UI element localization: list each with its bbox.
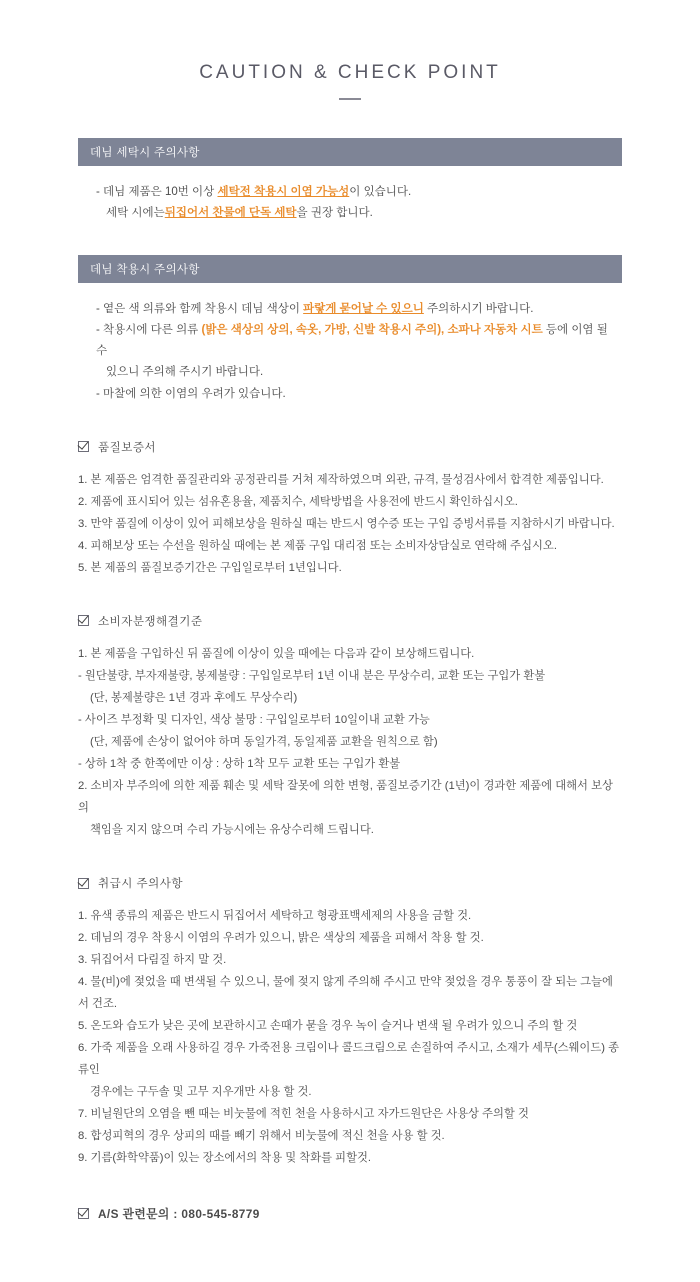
as-contact-row [78, 1205, 622, 1222]
list-item-text: 3. 만약 품질에 이상이 있어 피해보상을 원하실 때는 반드시 영수증 또는 구입 증빙서류를 지참하시기 바랍니다. [78, 517, 615, 530]
bullet-text-suffix: 등에 이염 될 수 [96, 323, 608, 358]
list-item [78, 665, 622, 687]
list-item-text: 8. 합성피혁의 경우 상피의 때를 빼기 위해서 비눗물에 적신 천을 사용 할 것. [78, 1130, 445, 1143]
bottom-spacer [78, 1222, 622, 1282]
block-heading-label: 취급시 주의사항 [98, 878, 183, 891]
bullet-emphasis: 뒤집어서 찬물에 단독 세탁 [164, 207, 297, 220]
bullet-text-suffix: 주의하시기 바랍니다. [423, 302, 534, 315]
block-body-handling-caution [78, 905, 622, 1169]
list-item-text: 1. 본 제품은 엄격한 품질관리와 공정관리를 거쳐 제작하였으며 외관, 규격, 물성검사에서 합격한 제품입니다. [78, 473, 604, 486]
list-item-text: 4. 피해보상 또는 수선을 원하실 때에는 본 제품 구입 대리점 또는 소비자상담실로 연락해 주십시오. [78, 539, 557, 552]
bullet-line [96, 182, 622, 203]
list-item-text: - 상하 1착 중 한쪽에만 이상 : 상하 1착 모두 교환 또는 구입가 환불 [78, 758, 401, 771]
list-item-text: 6. 가죽 제품을 오래 사용하길 경우 가죽전용 크림이나 콜드크림으로 손질하여 주시고, 소재가 세무(스웨이드) 종류인 [78, 1042, 620, 1077]
list-item-text: 5. 본 제품의 품질보증기간은 구입일로부터 1년입니다. [78, 561, 342, 574]
bullet-emphasis: 파랗게 묻어날 수 있으니 [303, 302, 424, 315]
list-item [78, 1125, 622, 1147]
list-item-text: - 사이즈 부정확 및 디자인, 색상 불망 : 구입일로부터 10일이내 교환 가능 [78, 713, 430, 726]
list-item-text: 경우에는 구두솔 및 고무 지우개만 사용 할 것. [90, 1086, 312, 1099]
block-body-quality-warranty [78, 469, 622, 579]
list-item [78, 971, 622, 1015]
list-item [78, 1081, 622, 1103]
list-item [78, 491, 622, 513]
list-item-text: (단, 봉제불량은 1년 경과 후에도 무상수리) [90, 691, 298, 704]
list-item-text: 3. 뒤집어서 다림질 하지 말 것. [78, 954, 227, 967]
list-item [78, 469, 622, 491]
section-body-washing [78, 182, 622, 225]
bullet-text-suffix: 을 권장 합니다. [296, 207, 373, 220]
list-item-text: (단, 제품에 손상이 없어야 하며 동일가격, 동일제품 교환을 원칙으로 함) [90, 736, 438, 748]
list-item [78, 535, 622, 557]
block-body-dispute-resolution [78, 643, 622, 841]
list-item [78, 1037, 622, 1081]
bullet-line [96, 203, 622, 224]
bullet-emphasis: 세탁전 착용시 이염 가능성 [217, 186, 350, 198]
section-header-wearing: 데님 착용시 주의사항 [78, 255, 622, 283]
list-item [78, 1015, 622, 1037]
list-item [78, 643, 622, 665]
block-heading-handling-caution [78, 875, 622, 891]
bullet-text-prefix: 세탁 시에는 [106, 207, 165, 220]
bullet-text-prefix: - 데님 제품은 10번 이상 [96, 186, 218, 198]
block-heading-quality-warranty [78, 439, 622, 455]
list-item [78, 1103, 622, 1125]
bullet-line [96, 362, 622, 383]
title-divider [339, 98, 361, 100]
list-item [78, 687, 622, 709]
checkbox-icon [78, 878, 89, 889]
bullet-line [96, 384, 622, 405]
bullet-text-prefix: - 마찰에 의한 이염의 우려가 있습니다. [96, 387, 286, 400]
checkbox-icon [78, 441, 89, 452]
list-item [78, 775, 622, 819]
list-item-text: 2. 제품에 표시되어 있는 섬유혼용율, 제품치수, 세탁방법을 사용전에 반드시 확인하십시오. [78, 495, 518, 508]
bullet-text-suffix: 이 있습니다. [349, 186, 412, 198]
list-item [78, 709, 622, 731]
bullet-line [96, 299, 622, 320]
bullet-text-prefix: - 착용시에 다른 의류 [96, 323, 202, 336]
list-item [78, 731, 622, 753]
list-item-text: 1. 본 제품을 구입하신 뒤 품질에 이상이 있을 때에는 다음과 같이 보상해드립니다. [78, 647, 475, 660]
list-item [78, 1147, 622, 1169]
list-item [78, 513, 622, 535]
list-item-text: - 원단불량, 부자재불량, 봉제불량 : 구입일로부터 1년 이내 분은 무상수리, 교환 또는 구입가 환불 [78, 669, 546, 682]
bullet-text-prefix: - 옅은 색 의류와 함께 착용시 데님 색상이 [96, 302, 304, 315]
list-item-text: 2. 소비자 부주의에 의한 제품 훼손 및 세탁 잘못에 의한 변형, 품질보증기간 (1년)이 경과한 제품에 대해서 보상의 [78, 780, 613, 815]
list-item [78, 753, 622, 775]
list-item-text: 책임을 지지 않으며 수리 가능시에는 유상수리해 드립니다. [90, 824, 374, 837]
block-heading-label: 소비자분쟁해결기준 [98, 615, 203, 628]
list-item [78, 557, 622, 579]
list-item-text: 2. 데님의 경우 착용시 이염의 우려가 있으니, 밝은 색상의 제품을 피해서 착용 할 것. [78, 932, 484, 945]
list-item-text: 1. 유색 종류의 제품은 반드시 뒤집어서 세탁하고 형광표백세제의 사용을 금할 것. [78, 910, 472, 923]
list-item-text: 7. 비닐원단의 오염을 뺀 때는 비눗물에 적힌 천을 사용하시고 자가드원단은 사용상 주의할 것 [78, 1108, 529, 1121]
list-item-text: 4. 물(비)에 젖었을 때 변색될 수 있으니, 물에 젖지 않게 주의해 주시고 만약 젖었을 경우 통풍이 잘 되는 그늘에서 건조. [78, 976, 613, 1011]
section-body-wearing [78, 299, 622, 405]
checkbox-icon [78, 1208, 89, 1219]
page-title: CAUTION & CHECK POINT [199, 62, 501, 83]
list-item [78, 905, 622, 927]
list-item-text: 9. 기름(화학약품)이 있는 장소에서의 착용 및 착화를 피할것. [78, 1152, 372, 1165]
list-item [78, 819, 622, 841]
list-item [78, 949, 622, 971]
bullet-emphasis: (밝은 색상의 상의, 속옷, 가방, 신발 착용시 주의), 소파나 자동차 시트 [201, 323, 543, 336]
block-heading-dispute-resolution [78, 613, 622, 629]
as-contact-label: A/S 관련문의 : 080-545-8779 [98, 1207, 260, 1222]
document-content [0, 138, 700, 1282]
list-item-text: 5. 온도와 습도가 낮은 곳에 보관하시고 손때가 묻을 경우 녹이 슬거나 변색 될 우려가 있으니 주의 할 것 [78, 1020, 578, 1033]
block-heading-label: 품질보증서 [98, 441, 157, 454]
checkbox-icon [78, 615, 89, 626]
section-header-washing: 데님 세탁시 주의사항 [78, 138, 622, 166]
list-item [78, 927, 622, 949]
bullet-line [96, 320, 622, 363]
bullet-text-prefix: 있으니 주의해 주시기 바랍니다. [106, 366, 264, 379]
